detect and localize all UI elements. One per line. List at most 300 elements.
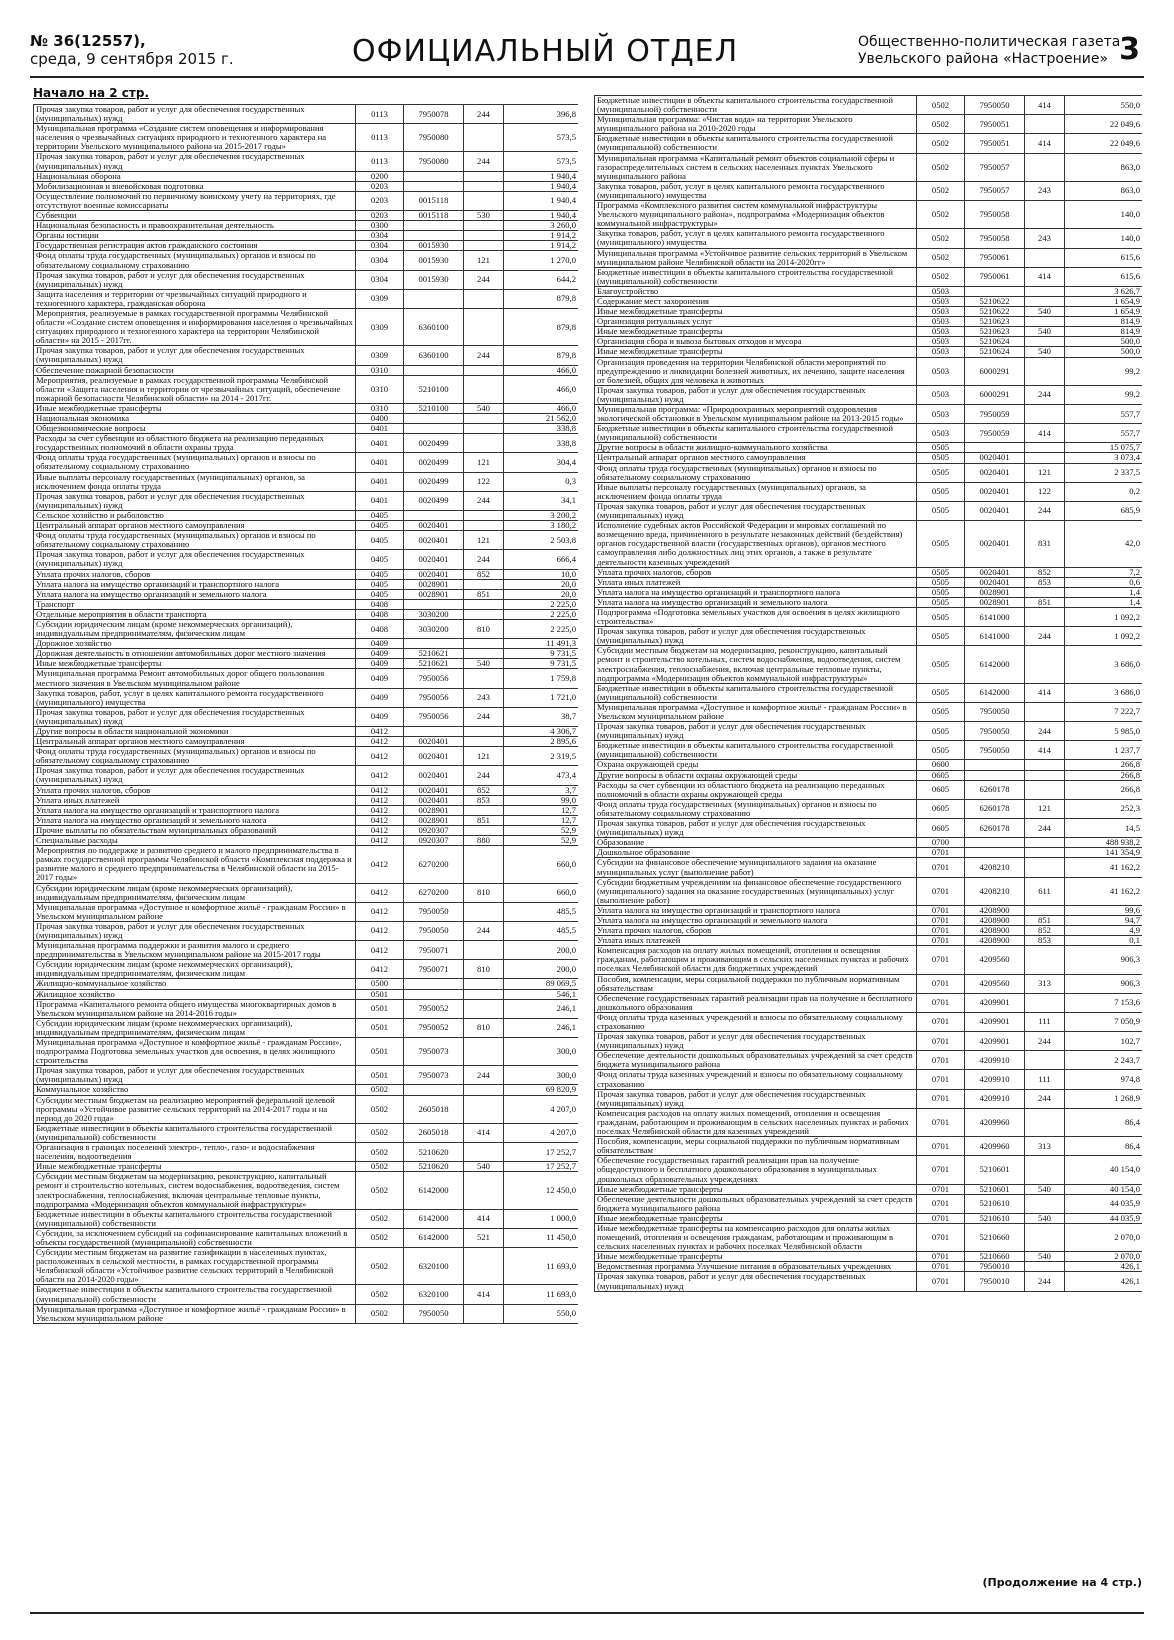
cell-amount: 140,0 — [1065, 201, 1143, 229]
cell-expense-type — [1025, 1156, 1065, 1184]
cell-target-item: 4209901 — [965, 993, 1025, 1012]
cell-amount: 2 319,5 — [504, 747, 579, 766]
cell-description: Организация в границах поселений электро-, тепло-, газо- и водоснабжения населения, водоотведения — [34, 1143, 356, 1162]
cell-description: Иные межбюджетные трансферты — [595, 1252, 917, 1262]
table-row — [34, 1248, 579, 1285]
cell-target-item: 7950056 — [404, 688, 464, 707]
table-row — [34, 579, 579, 589]
cell-expense-type: 313 — [1025, 974, 1065, 993]
cell-section: 0503 — [917, 385, 965, 404]
cell-section: 0401 — [356, 424, 404, 434]
cell-section: 0503 — [917, 317, 965, 327]
cell-section: 0701 — [917, 915, 965, 925]
cell-section: 0505 — [917, 521, 965, 567]
cell-amount: 644,2 — [504, 270, 579, 289]
table-row — [595, 607, 1143, 626]
cell-description: Субсидии местным бюджетам на модернизацию, реконструкцию, капитальный ремонт и строительство котельных, систем водоснабжения, водоотведения, систем электроснабжения, теплоснабжения, включая центральные тепловые пункты, подпрограмма «Модернизация объектов коммунальной инфраструктуры» — [34, 1172, 356, 1209]
table-row — [34, 453, 579, 472]
cell-target-item: 0020401 — [404, 569, 464, 579]
table-row — [595, 567, 1143, 577]
cell-amount: 906,3 — [1065, 946, 1143, 974]
cell-amount: 466,0 — [504, 403, 579, 413]
cell-expense-type: 244 — [464, 346, 504, 365]
cell-amount: 2 503,8 — [504, 531, 579, 550]
cell-expense-type: 414 — [1025, 134, 1065, 153]
table-row — [34, 424, 579, 434]
cell-description: Прочая закупка товаров, работ и услуг для обеспечения государственных (муниципальных) нужд — [595, 627, 917, 646]
cell-description: Организация проведения на территории Челябинской области мероприятий по предупреждению и ликвидации болезней животных, их лечению, защите населения от болезней, общих для человека и животных — [595, 357, 917, 385]
cell-section: 0502 — [917, 229, 965, 248]
cell-description: Прочая закупка товаров, работ и услуг для обеспечения государственных (муниципальных) нужд — [595, 819, 917, 838]
cell-amount: 863,0 — [1065, 153, 1143, 181]
cell-amount: 10,0 — [504, 569, 579, 579]
cell-amount: 4,9 — [1065, 926, 1143, 936]
table-row — [595, 327, 1143, 337]
cell-section: 0502 — [917, 201, 965, 229]
cell-amount: 879,8 — [504, 289, 579, 308]
cell-section: 0505 — [917, 577, 965, 587]
cell-amount: 102,7 — [1065, 1032, 1143, 1051]
cell-amount: 99,0 — [504, 795, 579, 805]
cell-section: 0605 — [917, 799, 965, 818]
table-row — [595, 646, 1143, 683]
cell-expense-type: 852 — [464, 569, 504, 579]
cell-description: Субсидии юридическим лицам (кроме некоммерческих организаций), индивидуальным предпринимателям, физическим лицам — [34, 960, 356, 979]
cell-amount: 0,3 — [504, 472, 579, 491]
table-row — [595, 848, 1143, 858]
cell-expense-type: 414 — [1025, 96, 1065, 115]
cell-amount: 3,7 — [504, 785, 579, 795]
cell-target-item: 7950073 — [404, 1066, 464, 1085]
table-row — [595, 267, 1143, 286]
cell-target-item: 6260178 — [965, 780, 1025, 799]
cell-target-item: 0028901 — [404, 815, 464, 825]
table-row — [34, 825, 579, 835]
table-row — [595, 337, 1143, 347]
cell-target-item: 0020401 — [404, 766, 464, 785]
cell-description: Фонд оплаты труда государственных (муниципальных) органов и взносы по обязательному социальному страхованию — [34, 531, 356, 550]
cell-target-item: 7950052 — [404, 999, 464, 1018]
cell-expense-type — [464, 521, 504, 531]
table-row — [34, 659, 579, 669]
cell-amount: 34,1 — [504, 491, 579, 510]
table-row — [34, 883, 579, 902]
cell-section: 0409 — [356, 639, 404, 649]
cell-target-item: 4208210 — [965, 858, 1025, 877]
cell-section: 0701 — [917, 1194, 965, 1213]
cell-description: Муниципальная программа «Доступное и комфортное жильё - гражданам России» в Увельском муниципальном районе — [595, 702, 917, 721]
cell-description: Субсидии юридическим лицам (кроме некоммерческих организаций), индивидуальным предпринимателям, физическим лицам — [34, 1018, 356, 1037]
cell-description: Иные межбюджетные трансферты — [595, 1213, 917, 1223]
cell-target-item: 7950058 — [965, 201, 1025, 229]
cell-section: 0502 — [356, 1085, 404, 1095]
cell-section: 0405 — [356, 550, 404, 569]
cell-description: Другие вопросы в области охраны окружающей среды — [595, 770, 917, 780]
cell-target-item: 7950051 — [965, 115, 1025, 134]
cell-target-item: 0020401 — [965, 501, 1025, 520]
cell-amount: 2 070,0 — [1065, 1223, 1143, 1251]
cell-amount: 2 225,0 — [504, 599, 579, 609]
cell-target-item: 0020401 — [404, 550, 464, 569]
cell-amount: 12,7 — [504, 815, 579, 825]
cell-section: 0501 — [356, 1066, 404, 1085]
table-row — [34, 346, 579, 365]
table-row — [34, 191, 579, 210]
cell-section: 0304 — [356, 231, 404, 241]
cell-expense-type — [464, 1143, 504, 1162]
cell-section: 0501 — [356, 999, 404, 1018]
cell-target-item: 5210620 — [404, 1143, 464, 1162]
cell-expense-type: 111 — [1025, 1012, 1065, 1031]
cell-target-item — [965, 286, 1025, 296]
cell-section: 0309 — [356, 289, 404, 308]
cell-description: Прочая закупка товаров, работ и услуг для обеспечения государственных (муниципальных) нужд — [595, 1089, 917, 1108]
table-row — [34, 375, 579, 403]
cell-expense-type: 853 — [464, 795, 504, 805]
cell-amount: 266,8 — [1065, 780, 1143, 799]
cell-description: Прочая закупка товаров, работ и услуг для обеспечения государственных (муниципальных) нужд — [595, 722, 917, 741]
table-row — [34, 737, 579, 747]
cell-expense-type — [1025, 770, 1065, 780]
cell-target-item: 6320100 — [404, 1285, 464, 1304]
cell-amount: 573,5 — [504, 152, 579, 171]
cell-expense-type — [464, 1085, 504, 1095]
cell-section: 0502 — [917, 248, 965, 267]
cell-amount: 660,0 — [504, 846, 579, 883]
cell-section: 0412 — [356, 805, 404, 815]
cell-expense-type — [1025, 248, 1065, 267]
cell-description: Осуществление полномочий по первичному воинскому учету на территориях, где отсутствуют военные комиссариаты — [34, 191, 356, 210]
cell-target-item: 5210620 — [404, 1162, 464, 1172]
cell-description: Подпрограмма «Подготовка земельных участков для освоения в целях жилищного строительства» — [595, 607, 917, 626]
cell-expense-type: 244 — [1025, 722, 1065, 741]
cell-target-item: 4209960 — [965, 1108, 1025, 1136]
cell-target-item: 7950010 — [965, 1262, 1025, 1272]
cell-description: Исполнение судебных актов Российской Федерации и мировых соглашений по возмещению вреда, причиненного в результате незаконных действий (бездействия) органов государственной власти (государственных органов), органов местного самоуправления либо должностных лиц этих органов, а также в результате деятельности казенных учреждений — [595, 521, 917, 567]
table-row — [34, 1018, 579, 1037]
cell-expense-type — [464, 609, 504, 619]
table-row — [34, 979, 579, 989]
cell-description: Иные межбюджетные трансферты — [595, 327, 917, 337]
cell-amount: 40 154,0 — [1065, 1184, 1143, 1194]
cell-expense-type — [1025, 405, 1065, 424]
cell-description: Иные межбюджетные трансферты — [34, 1162, 356, 1172]
cell-section: 0701 — [917, 1108, 965, 1136]
cell-target-item: 6270200 — [404, 846, 464, 883]
cell-expense-type: 244 — [1025, 1032, 1065, 1051]
cell-target-item: 4209910 — [965, 1051, 1025, 1070]
cell-expense-type — [1025, 286, 1065, 296]
table-row — [595, 936, 1143, 946]
cell-target-item: 6000291 — [965, 385, 1025, 404]
cell-description: Бюджетные инвестиции в объекты капитального строительства государственной (муниципальной) собственности — [595, 267, 917, 286]
cell-section: 0405 — [356, 531, 404, 550]
cell-amount: 685,9 — [1065, 501, 1143, 520]
cell-section: 0405 — [356, 569, 404, 579]
table-row — [34, 569, 579, 579]
cell-amount: 12,7 — [504, 805, 579, 815]
cell-target-item: 0015118 — [404, 211, 464, 221]
cell-amount: 814,9 — [1065, 327, 1143, 337]
cell-expense-type — [1025, 993, 1065, 1012]
table-row — [595, 1194, 1143, 1213]
cell-amount: 266,8 — [1065, 760, 1143, 770]
table-row — [595, 760, 1143, 770]
cell-expense-type: 244 — [464, 152, 504, 171]
cell-target-item: 0020499 — [404, 453, 464, 472]
cell-target-item: 6142000 — [404, 1209, 464, 1228]
cell-expense-type — [464, 649, 504, 659]
cell-section: 0505 — [917, 501, 965, 520]
cell-expense-type: 414 — [1025, 424, 1065, 443]
cell-section: 0701 — [917, 1213, 965, 1223]
cell-expense-type: 244 — [464, 766, 504, 785]
cell-description: Уплата прочих налогов, сборов — [34, 569, 356, 579]
cell-target-item: 4209560 — [965, 946, 1025, 974]
cell-amount: 338,8 — [504, 434, 579, 453]
cell-amount: 2 225,0 — [504, 609, 579, 619]
cell-section: 0701 — [917, 1272, 965, 1291]
cell-description: Транспорт — [34, 599, 356, 609]
cell-section: 0412 — [356, 785, 404, 795]
cell-target-item: 7950061 — [965, 248, 1025, 267]
cell-description: Уплата иных платежей — [595, 936, 917, 946]
cell-amount: 3 180,2 — [504, 521, 579, 531]
cell-target-item — [965, 838, 1025, 848]
cell-section: 0412 — [356, 960, 404, 979]
cell-target-item: 6142000 — [404, 1172, 464, 1209]
table-row — [34, 231, 579, 241]
cell-section: 0503 — [917, 296, 965, 306]
table-row — [595, 201, 1143, 229]
cell-description: Дошкольное образование — [595, 848, 917, 858]
table-row — [34, 669, 579, 688]
cell-description: Прочие выплаты по обязательствам муниципальных образований — [34, 825, 356, 835]
table-row — [595, 1089, 1143, 1108]
cell-target-item: 4209960 — [965, 1137, 1025, 1156]
table-row — [595, 115, 1143, 134]
cell-section: 0408 — [356, 609, 404, 619]
cell-expense-type: 414 — [1025, 267, 1065, 286]
cell-amount: 7 050,9 — [1065, 1012, 1143, 1031]
cell-expense-type: 880 — [464, 836, 504, 846]
cell-amount: 1 759,8 — [504, 669, 579, 688]
cell-description: Уплата иных платежей — [34, 795, 356, 805]
cell-description: Органы юстиции — [34, 231, 356, 241]
table-row — [34, 105, 579, 124]
cell-description: Программа «Капитального ремонта общего имущества многоквартирных домов в Увельском муниципальном районе на 2014-2016 годы» — [34, 999, 356, 1018]
cell-description: Уплата налога на имущество организаций и земельного налога — [34, 815, 356, 825]
table-row — [595, 974, 1143, 993]
cell-expense-type: 122 — [1025, 482, 1065, 501]
cell-target-item: 0028901 — [965, 587, 1025, 597]
cell-target-item: 5210601 — [965, 1184, 1025, 1194]
cell-section: 0503 — [917, 307, 965, 317]
cell-description: Уплата налога на имущество организаций и транспортного налога — [34, 805, 356, 815]
cell-target-item: 2605018 — [404, 1095, 464, 1123]
table-row — [595, 501, 1143, 520]
cell-target-item: 0015930 — [404, 241, 464, 251]
cell-description: Мероприятия, реализуемые в рамках государственной программы Челябинской области «Создание систем оповещения и информирования населения о чрезвычайных ситуациях природного и техногенного характера на территории Челябинской области» на 2015 - 2017гг. — [34, 308, 356, 345]
cell-section: 0503 — [917, 424, 965, 443]
cell-amount: 660,0 — [504, 883, 579, 902]
cell-description: Прочая закупка товаров, работ и услуг для обеспечения государственных (муниципальных) нужд — [34, 105, 356, 124]
cell-description: Прочая закупка товаров, работ и услуг для обеспечения государственных (муниципальных) нужд — [34, 550, 356, 569]
cell-amount: 15 075,7 — [1065, 443, 1143, 453]
cell-expense-type: 244 — [1025, 385, 1065, 404]
cell-expense-type: 122 — [464, 472, 504, 491]
table-row — [34, 1209, 579, 1228]
cell-target-item: 7950050 — [404, 921, 464, 940]
table-row — [595, 286, 1143, 296]
cell-target-item: 0020401 — [404, 521, 464, 531]
cell-amount: 3 200,2 — [504, 510, 579, 520]
cell-amount: 1,4 — [1065, 597, 1143, 607]
cell-section: 0203 — [356, 191, 404, 210]
table-row — [34, 589, 579, 599]
cell-expense-type: 853 — [1025, 577, 1065, 587]
cell-description: Защита населения и территории от чрезвычайных ситуаций природного и техногенного характера, гражданская оборона — [34, 289, 356, 308]
cell-description: Пособия, компенсации, меры социальной поддержки по публичным нормативным обязательствам — [595, 1137, 917, 1156]
cell-section: 0505 — [917, 587, 965, 597]
cell-expense-type — [464, 365, 504, 375]
cell-target-item: 0015930 — [404, 270, 464, 289]
cell-expense-type — [1025, 1108, 1065, 1136]
table-row — [34, 902, 579, 921]
cell-target-item: 7950073 — [404, 1038, 464, 1066]
cell-description: Иные межбюджетные трансферты — [595, 307, 917, 317]
cell-expense-type — [1025, 848, 1065, 858]
cell-section: 0503 — [917, 357, 965, 385]
cell-section: 0400 — [356, 414, 404, 424]
cell-expense-type: 540 — [464, 403, 504, 413]
cell-amount: 550,0 — [504, 1304, 579, 1323]
cell-amount: 42,0 — [1065, 521, 1143, 567]
cell-description: Мероприятия по поддержке и развитию среднего и малого предпринимательства в рамках государственной программы Челябинской области «Комплексная поддержка и развитие малого и среднего предпринимательства в Челябинской области на 2015-2017 годы» — [34, 846, 356, 883]
cell-section: 0701 — [917, 905, 965, 915]
cell-description: Организация сбора и вывоза бытовых отходов и мусора — [595, 337, 917, 347]
cell-section: 0505 — [917, 646, 965, 683]
cell-section: 0412 — [356, 941, 404, 960]
cell-description: Пособия, компенсации, меры социальной поддержки по публичным нормативным обязательствам — [595, 974, 917, 993]
cell-section: 0409 — [356, 707, 404, 726]
cell-expense-type: 521 — [464, 1228, 504, 1247]
cell-amount: 41 162,2 — [1065, 877, 1143, 905]
cell-description: Субсидии местным бюджетам на модернизацию, реконструкцию, капитальный ремонт и строительство котельных, систем водоснабжения, водоотведения, систем электроснабжения, теплоснабжения, включая центральные тепловые пункты, подпрограмма «Модернизация объектов коммунальной инфраструктуры» — [595, 646, 917, 683]
cell-description: Образование — [595, 838, 917, 848]
cell-description: Бюджетные инвестиции в объекты капитального строительства государственной (муниципальной) собственности — [595, 741, 917, 760]
cell-section: 0503 — [917, 337, 965, 347]
cell-expense-type — [464, 241, 504, 251]
cell-amount: 99,6 — [1065, 905, 1143, 915]
cell-section: 0304 — [356, 251, 404, 270]
cell-target-item: 5210621 — [404, 649, 464, 659]
cell-target-item: 0020401 — [965, 521, 1025, 567]
cell-amount: 200,0 — [504, 941, 579, 960]
cell-amount: 879,8 — [504, 346, 579, 365]
cell-target-item — [965, 770, 1025, 780]
cell-description: Муниципальная программа: «Природоохранных мероприятий оздоровления экологической обстановки в Увельском муниципальном районе на 2013-2015 годы» — [595, 405, 917, 424]
cell-expense-type — [464, 599, 504, 609]
cell-expense-type — [464, 825, 504, 835]
left-column — [33, 104, 578, 1593]
cell-expense-type — [1025, 357, 1065, 385]
cell-description: Уплата налога на имущество организаций и земельного налога — [595, 597, 917, 607]
cell-description: Фонд оплаты труда казенных учреждений и взносы по обязательному социальному страхованию — [595, 1012, 917, 1031]
cell-target-item: 4208900 — [965, 905, 1025, 915]
cell-target-item: 5210622 — [965, 307, 1025, 317]
cell-expense-type — [1025, 1194, 1065, 1213]
table-row — [34, 1066, 579, 1085]
cell-expense-type — [464, 999, 504, 1018]
cell-description: Муниципальная программа: «Чистая вода» на территории Увельского муниципального района на 2010-2020 годы — [595, 115, 917, 134]
cell-expense-type — [464, 669, 504, 688]
cell-description: Обеспечение пожарной безопасности — [34, 365, 356, 375]
cell-expense-type — [464, 191, 504, 210]
cell-expense-type: 851 — [1025, 915, 1065, 925]
cell-amount: 1 000,0 — [504, 1209, 579, 1228]
table-row — [595, 858, 1143, 877]
cell-section: 0701 — [917, 936, 965, 946]
cell-section: 0304 — [356, 241, 404, 251]
cell-amount: 546,1 — [504, 989, 579, 999]
cell-expense-type: 244 — [1025, 1272, 1065, 1291]
cell-amount: 557,7 — [1065, 405, 1143, 424]
cell-section: 0505 — [917, 741, 965, 760]
cell-amount: 615,6 — [1065, 248, 1143, 267]
cell-expense-type — [1025, 115, 1065, 134]
cell-amount: 20,0 — [504, 589, 579, 599]
table-row — [595, 683, 1143, 702]
cell-target-item: 5210621 — [404, 659, 464, 669]
cell-target-item: 6141000 — [965, 627, 1025, 646]
table-row — [595, 1252, 1143, 1262]
cell-section: 0502 — [356, 1095, 404, 1123]
cell-amount: 89 069,5 — [504, 979, 579, 989]
table-row — [595, 1108, 1143, 1136]
cell-description: Программа «Комплексного развития систем коммунальной инфраструктуры Увельского муниципального района», подпрограмма «Модернизация объектов коммунальной инфраструктуры» — [595, 201, 917, 229]
cell-amount: 1 940,4 — [504, 211, 579, 221]
cell-amount: 3 626,7 — [1065, 286, 1143, 296]
issue-number: № 36(12557), — [30, 32, 146, 50]
cell-amount: 140,0 — [1065, 229, 1143, 248]
cell-section: 0405 — [356, 589, 404, 599]
table-row — [595, 357, 1143, 385]
cell-amount: 974,8 — [1065, 1070, 1143, 1089]
table-row — [34, 289, 579, 308]
cell-section: 0200 — [356, 171, 404, 181]
cell-section: 0701 — [917, 1252, 965, 1262]
cell-expense-type: 810 — [464, 1018, 504, 1037]
cell-section: 0502 — [917, 96, 965, 115]
cell-description: Другие вопросы в области национальной экономики — [34, 727, 356, 737]
budget-table-left — [33, 104, 578, 1324]
cell-description: Фонд оплаты труда государственных (муниципальных) органов и взносы по обязательному социальному страхованию — [34, 251, 356, 270]
cell-section: 0113 — [356, 105, 404, 124]
cell-section: 0505 — [917, 463, 965, 482]
table-row — [595, 1070, 1143, 1089]
cell-expense-type — [1025, 587, 1065, 597]
cell-target-item: 0020401 — [404, 785, 464, 795]
cell-section: 0412 — [356, 795, 404, 805]
cell-description: Расходы за счет субвенции из областного бюджета на реализацию переданных государственных полномочий в области охраны труда — [34, 434, 356, 453]
cell-target-item: 6142000 — [404, 1228, 464, 1247]
table-row — [34, 1143, 579, 1162]
cell-target-item: 7950061 — [965, 267, 1025, 286]
table-row — [34, 434, 579, 453]
cell-description: Субсидии, за исключением субсидий на софинансирование капитальных вложений в объекты государственной (муниципальной) собственности — [34, 1228, 356, 1247]
cell-description: Субсидии бюджетным учреждениям на финансовое обеспечение государственного (муниципального) задания на оказание государственных (муниципальных) услуг (выполнение работ) — [595, 877, 917, 905]
